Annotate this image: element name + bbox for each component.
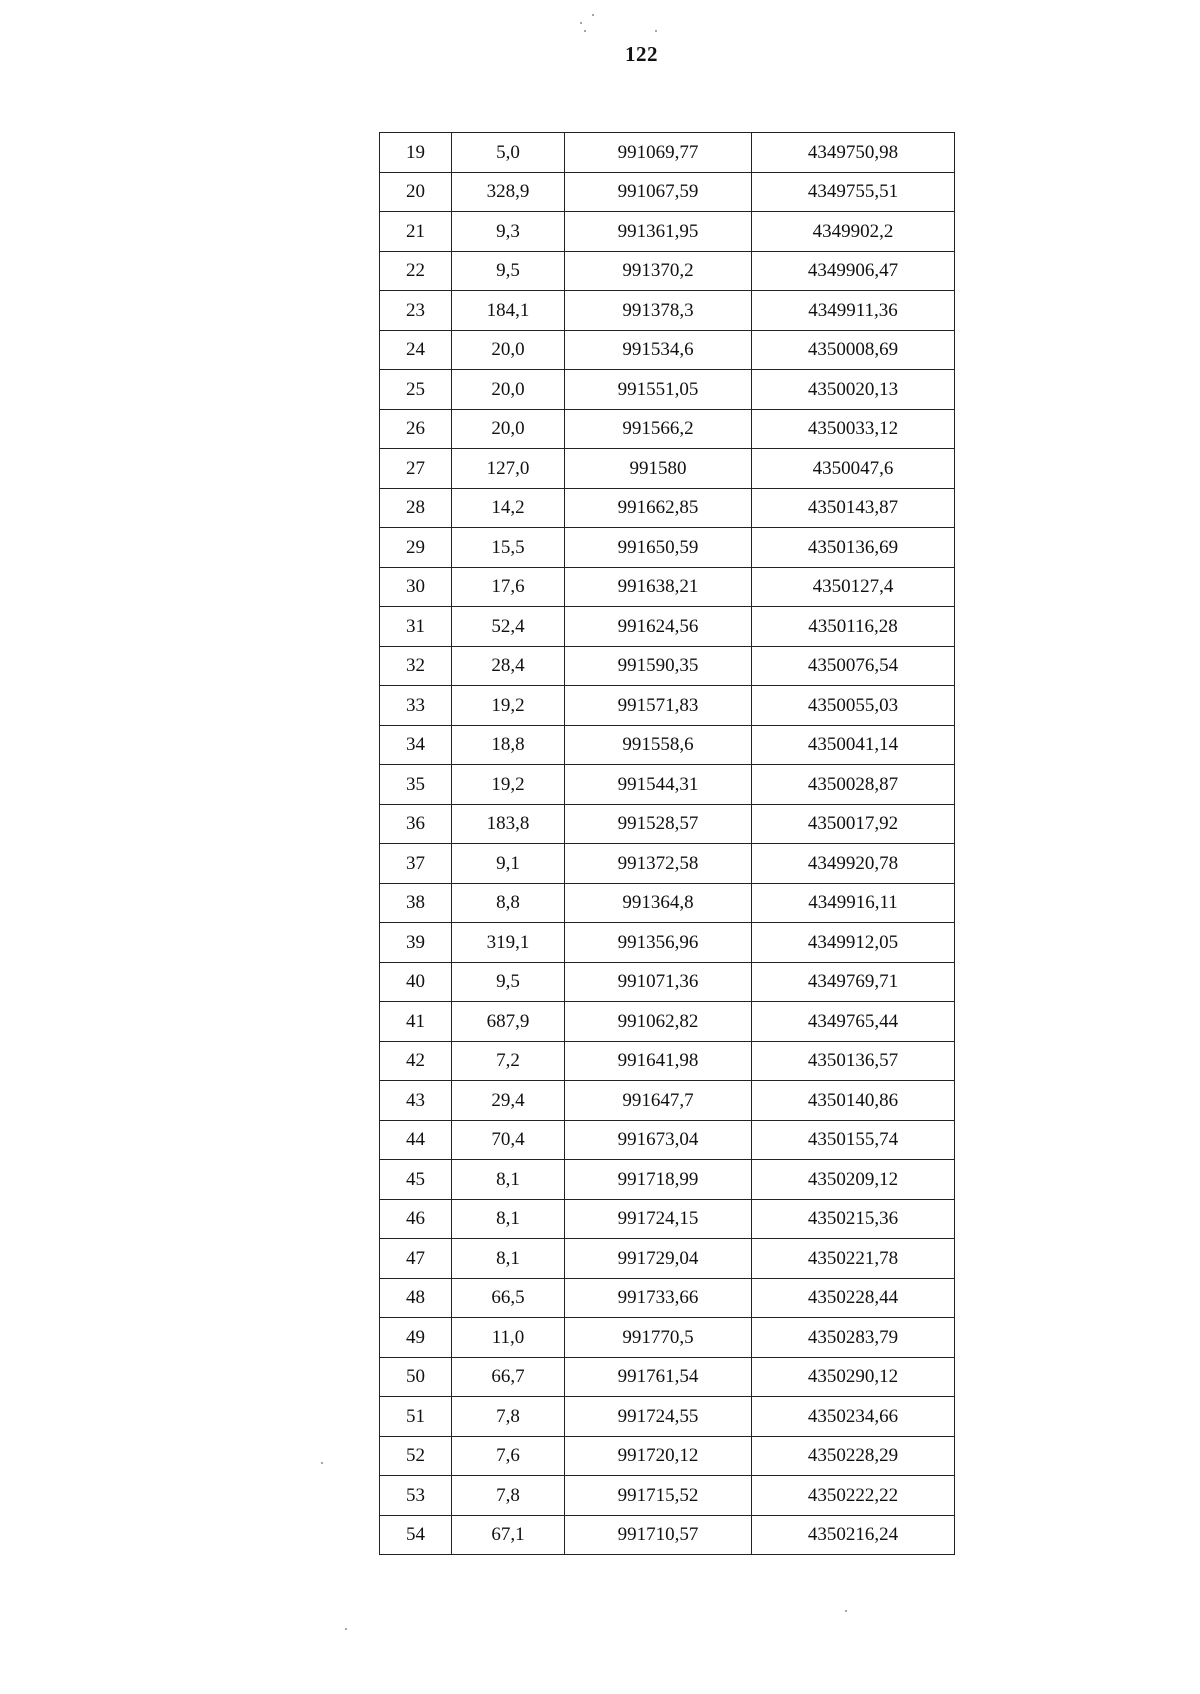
x-coordinate-cell: 991662,85 <box>565 488 752 528</box>
y-coordinate-cell: 4349902,2 <box>752 212 955 252</box>
x-coordinate-cell: 991724,15 <box>565 1199 752 1239</box>
coordinates-table <box>379 132 955 1555</box>
x-coordinate-cell: 991718,99 <box>565 1160 752 1200</box>
y-coordinate-cell: 4349911,36 <box>752 291 955 331</box>
distance-cell: 52,4 <box>452 607 565 647</box>
y-coordinate-cell: 4350017,92 <box>752 804 955 844</box>
scan-speck <box>845 1610 847 1612</box>
table-row <box>380 251 955 291</box>
table-row <box>380 1160 955 1200</box>
x-coordinate-cell: 991733,66 <box>565 1278 752 1318</box>
table-row <box>380 1357 955 1397</box>
y-coordinate-cell: 4350020,13 <box>752 370 955 410</box>
x-coordinate-cell: 991544,31 <box>565 765 752 805</box>
point-number-cell: 50 <box>380 1357 452 1397</box>
table-row <box>380 1199 955 1239</box>
y-coordinate-cell: 4350033,12 <box>752 409 955 449</box>
x-coordinate-cell: 991062,82 <box>565 1002 752 1042</box>
distance-cell: 67,1 <box>452 1515 565 1555</box>
table-row <box>380 449 955 489</box>
point-number-cell: 36 <box>380 804 452 844</box>
table-row <box>380 567 955 607</box>
y-coordinate-cell: 4349916,11 <box>752 883 955 923</box>
x-coordinate-cell: 991770,5 <box>565 1318 752 1358</box>
table-row <box>380 725 955 765</box>
y-coordinate-cell: 4350127,4 <box>752 567 955 607</box>
distance-cell: 7,6 <box>452 1436 565 1476</box>
x-coordinate-cell: 991580 <box>565 449 752 489</box>
table-row <box>380 1278 955 1318</box>
point-number-cell: 38 <box>380 883 452 923</box>
y-coordinate-cell: 4350136,57 <box>752 1041 955 1081</box>
point-number-cell: 32 <box>380 646 452 686</box>
distance-cell: 20,0 <box>452 330 565 370</box>
point-number-cell: 52 <box>380 1436 452 1476</box>
distance-cell: 184,1 <box>452 291 565 331</box>
table-row <box>380 804 955 844</box>
y-coordinate-cell: 4350143,87 <box>752 488 955 528</box>
x-coordinate-cell: 991720,12 <box>565 1436 752 1476</box>
point-number-cell: 34 <box>380 725 452 765</box>
y-coordinate-cell: 4349769,71 <box>752 962 955 1002</box>
point-number-cell: 51 <box>380 1397 452 1437</box>
point-number-cell: 54 <box>380 1515 452 1555</box>
table-row <box>380 646 955 686</box>
y-coordinate-cell: 4350216,24 <box>752 1515 955 1555</box>
x-coordinate-cell: 991558,6 <box>565 725 752 765</box>
x-coordinate-cell: 991067,59 <box>565 172 752 212</box>
scan-speck <box>321 1462 323 1464</box>
y-coordinate-cell: 4350041,14 <box>752 725 955 765</box>
table-row <box>380 1397 955 1437</box>
y-coordinate-cell: 4350155,74 <box>752 1120 955 1160</box>
table-row <box>380 923 955 963</box>
table-row <box>380 844 955 884</box>
point-number-cell: 46 <box>380 1199 452 1239</box>
point-number-cell: 53 <box>380 1476 452 1516</box>
point-number-cell: 27 <box>380 449 452 489</box>
y-coordinate-cell: 4350283,79 <box>752 1318 955 1358</box>
scan-speck <box>584 30 586 32</box>
table-row <box>380 528 955 568</box>
x-coordinate-cell: 991590,35 <box>565 646 752 686</box>
table-row <box>380 1515 955 1555</box>
point-number-cell: 39 <box>380 923 452 963</box>
x-coordinate-cell: 991624,56 <box>565 607 752 647</box>
y-coordinate-cell: 4350008,69 <box>752 330 955 370</box>
x-coordinate-cell: 991647,7 <box>565 1081 752 1121</box>
distance-cell: 319,1 <box>452 923 565 963</box>
table-row <box>380 1002 955 1042</box>
distance-cell: 328,9 <box>452 172 565 212</box>
point-number-cell: 49 <box>380 1318 452 1358</box>
distance-cell: 5,0 <box>452 133 565 173</box>
y-coordinate-cell: 4350209,12 <box>752 1160 955 1200</box>
x-coordinate-cell: 991729,04 <box>565 1239 752 1279</box>
x-coordinate-cell: 991571,83 <box>565 686 752 726</box>
y-coordinate-cell: 4350116,28 <box>752 607 955 647</box>
distance-cell: 9,5 <box>452 962 565 1002</box>
distance-cell: 29,4 <box>452 1081 565 1121</box>
table-row <box>380 409 955 449</box>
point-number-cell: 20 <box>380 172 452 212</box>
point-number-cell: 26 <box>380 409 452 449</box>
scan-speck <box>655 30 657 32</box>
distance-cell: 9,3 <box>452 212 565 252</box>
distance-cell: 8,1 <box>452 1239 565 1279</box>
distance-cell: 127,0 <box>452 449 565 489</box>
y-coordinate-cell: 4350076,54 <box>752 646 955 686</box>
table-row <box>380 330 955 370</box>
distance-cell: 9,5 <box>452 251 565 291</box>
table-row <box>380 212 955 252</box>
table-row <box>380 1239 955 1279</box>
point-number-cell: 21 <box>380 212 452 252</box>
table-row <box>380 172 955 212</box>
scan-speck <box>580 22 582 24</box>
table-row <box>380 488 955 528</box>
point-number-cell: 44 <box>380 1120 452 1160</box>
table-row <box>380 1318 955 1358</box>
y-coordinate-cell: 4350136,69 <box>752 528 955 568</box>
table-row <box>380 1120 955 1160</box>
y-coordinate-cell: 4349750,98 <box>752 133 955 173</box>
distance-cell: 687,9 <box>452 1002 565 1042</box>
table-row <box>380 607 955 647</box>
distance-cell: 15,5 <box>452 528 565 568</box>
distance-cell: 20,0 <box>452 370 565 410</box>
point-number-cell: 48 <box>380 1278 452 1318</box>
table-row <box>380 1041 955 1081</box>
distance-cell: 9,1 <box>452 844 565 884</box>
x-coordinate-cell: 991724,55 <box>565 1397 752 1437</box>
distance-cell: 8,1 <box>452 1160 565 1200</box>
x-coordinate-cell: 991761,54 <box>565 1357 752 1397</box>
point-number-cell: 35 <box>380 765 452 805</box>
table-row <box>380 1436 955 1476</box>
distance-cell: 7,8 <box>452 1476 565 1516</box>
distance-cell: 66,5 <box>452 1278 565 1318</box>
point-number-cell: 22 <box>380 251 452 291</box>
x-coordinate-cell: 991372,58 <box>565 844 752 884</box>
distance-cell: 17,6 <box>452 567 565 607</box>
x-coordinate-cell: 991528,57 <box>565 804 752 844</box>
table-row <box>380 686 955 726</box>
point-number-cell: 25 <box>380 370 452 410</box>
distance-cell: 70,4 <box>452 1120 565 1160</box>
y-coordinate-cell: 4350055,03 <box>752 686 955 726</box>
y-coordinate-cell: 4350222,22 <box>752 1476 955 1516</box>
point-number-cell: 28 <box>380 488 452 528</box>
x-coordinate-cell: 991715,52 <box>565 1476 752 1516</box>
x-coordinate-cell: 991641,98 <box>565 1041 752 1081</box>
x-coordinate-cell: 991071,36 <box>565 962 752 1002</box>
x-coordinate-cell: 991566,2 <box>565 409 752 449</box>
x-coordinate-cell: 991534,6 <box>565 330 752 370</box>
point-number-cell: 30 <box>380 567 452 607</box>
y-coordinate-cell: 4349912,05 <box>752 923 955 963</box>
x-coordinate-cell: 991638,21 <box>565 567 752 607</box>
y-coordinate-cell: 4349906,47 <box>752 251 955 291</box>
point-number-cell: 41 <box>380 1002 452 1042</box>
y-coordinate-cell: 4350228,29 <box>752 1436 955 1476</box>
page-number: 122 <box>625 42 658 66</box>
distance-cell: 19,2 <box>452 686 565 726</box>
x-coordinate-cell: 991069,77 <box>565 133 752 173</box>
x-coordinate-cell: 991370,2 <box>565 251 752 291</box>
point-number-cell: 31 <box>380 607 452 647</box>
y-coordinate-cell: 4350221,78 <box>752 1239 955 1279</box>
y-coordinate-cell: 4350028,87 <box>752 765 955 805</box>
distance-cell: 20,0 <box>452 409 565 449</box>
point-number-cell: 37 <box>380 844 452 884</box>
table-row <box>380 291 955 331</box>
y-coordinate-cell: 4350234,66 <box>752 1397 955 1437</box>
x-coordinate-cell: 991361,95 <box>565 212 752 252</box>
distance-cell: 8,8 <box>452 883 565 923</box>
distance-cell: 14,2 <box>452 488 565 528</box>
distance-cell: 19,2 <box>452 765 565 805</box>
y-coordinate-cell: 4350228,44 <box>752 1278 955 1318</box>
y-coordinate-cell: 4350215,36 <box>752 1199 955 1239</box>
point-number-cell: 24 <box>380 330 452 370</box>
point-number-cell: 45 <box>380 1160 452 1200</box>
distance-cell: 7,8 <box>452 1397 565 1437</box>
distance-cell: 8,1 <box>452 1199 565 1239</box>
y-coordinate-cell: 4349920,78 <box>752 844 955 884</box>
x-coordinate-cell: 991710,57 <box>565 1515 752 1555</box>
y-coordinate-cell: 4350140,86 <box>752 1081 955 1121</box>
point-number-cell: 43 <box>380 1081 452 1121</box>
coordinates-table-body <box>380 133 955 1555</box>
table-row <box>380 1476 955 1516</box>
point-number-cell: 40 <box>380 962 452 1002</box>
point-number-cell: 29 <box>380 528 452 568</box>
scan-speck <box>592 14 594 16</box>
y-coordinate-cell: 4350290,12 <box>752 1357 955 1397</box>
x-coordinate-cell: 991650,59 <box>565 528 752 568</box>
point-number-cell: 42 <box>380 1041 452 1081</box>
x-coordinate-cell: 991378,3 <box>565 291 752 331</box>
table-row <box>380 883 955 923</box>
y-coordinate-cell: 4350047,6 <box>752 449 955 489</box>
x-coordinate-cell: 991551,05 <box>565 370 752 410</box>
distance-cell: 66,7 <box>452 1357 565 1397</box>
point-number-cell: 47 <box>380 1239 452 1279</box>
y-coordinate-cell: 4349755,51 <box>752 172 955 212</box>
distance-cell: 28,4 <box>452 646 565 686</box>
x-coordinate-cell: 991673,04 <box>565 1120 752 1160</box>
point-number-cell: 23 <box>380 291 452 331</box>
distance-cell: 7,2 <box>452 1041 565 1081</box>
table-row <box>380 1081 955 1121</box>
point-number-cell: 33 <box>380 686 452 726</box>
scan-speck <box>345 1628 347 1630</box>
distance-cell: 183,8 <box>452 804 565 844</box>
point-number-cell: 19 <box>380 133 452 173</box>
table-row <box>380 962 955 1002</box>
x-coordinate-cell: 991356,96 <box>565 923 752 963</box>
distance-cell: 18,8 <box>452 725 565 765</box>
table-row <box>380 765 955 805</box>
table-row <box>380 370 955 410</box>
y-coordinate-cell: 4349765,44 <box>752 1002 955 1042</box>
x-coordinate-cell: 991364,8 <box>565 883 752 923</box>
distance-cell: 11,0 <box>452 1318 565 1358</box>
table-row <box>380 133 955 173</box>
